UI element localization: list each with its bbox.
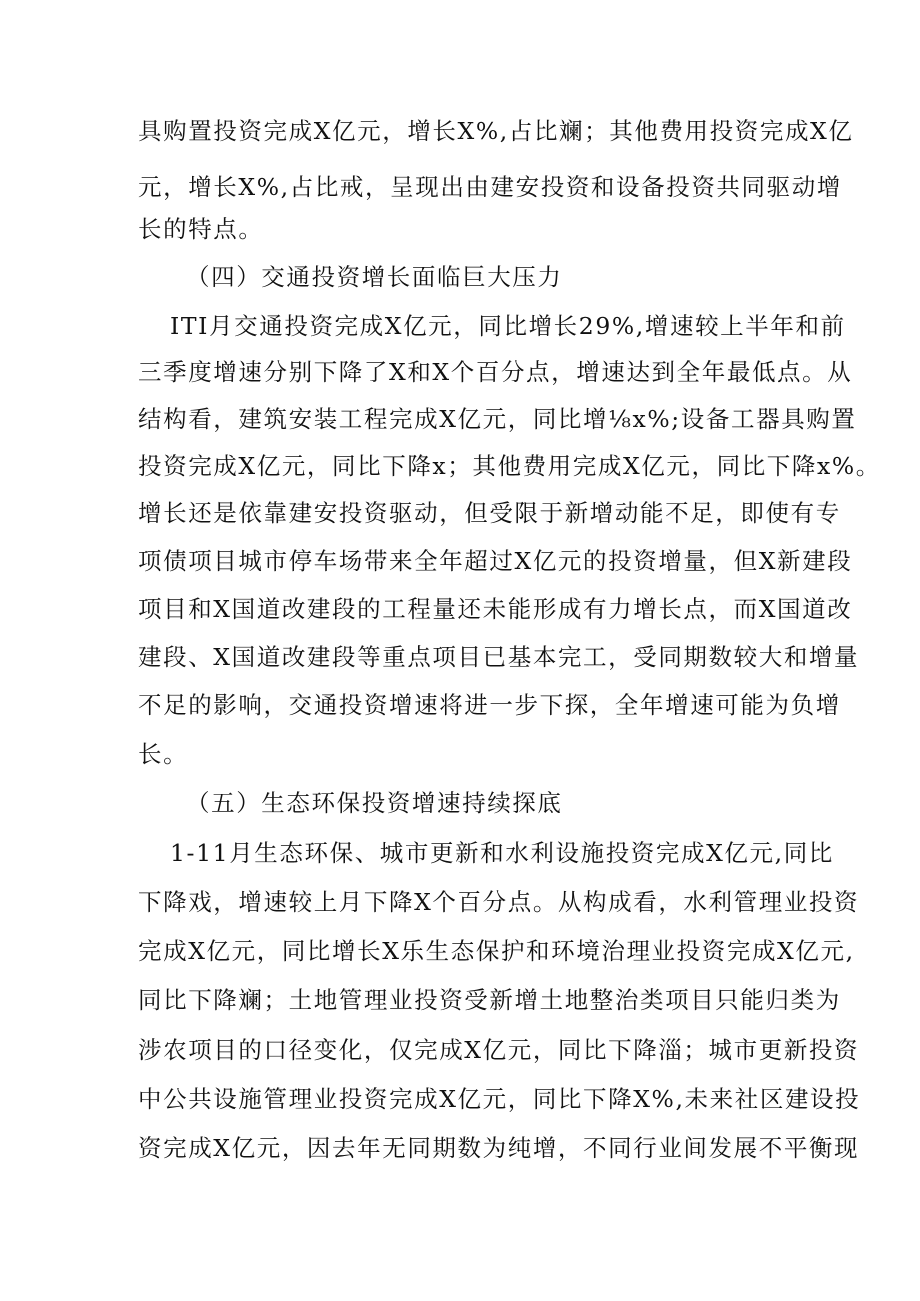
paragraph-line: 建段、X国道改建段等重点项目已基本完工，受同期数较大和增量 (138, 643, 860, 671)
section-heading: （四）交通投资增长面临巨大压力 (186, 263, 563, 291)
paragraph-line: 中公共设施管理业投资完成X亿元，同比下降X%,未来社区建设投 (138, 1085, 861, 1113)
paragraph-line: 下降戏，增速较上月下降X个百分点。从构成看，水利管理业投资 (138, 888, 860, 916)
paragraph-line: 1-11月生态环保、城市更新和水利设施投资完成X亿元,同比 (170, 839, 834, 867)
paragraph-line: 同比下降斓；土地管理业投资受新增土地整治类项目只能归类为 (138, 986, 841, 1014)
paragraph-line: 元，增长X%,占比戒，呈现出由建安投资和设备投资共同驱动增 (138, 173, 842, 201)
section-heading: （五）生态环保投资增速持续探底 (186, 789, 563, 817)
paragraph-line: 完成X亿元，同比增长X乐生态保护和环境治理业投资完成X亿元, (138, 937, 855, 965)
paragraph-line: 增长还是依靠建安投资驱动，但受限于新增动能不足，即使有专 (138, 499, 841, 527)
paragraph-line: 项目和X国道改建段的工程量还未能形成有力增长点，而X国道改 (138, 595, 853, 623)
paragraph-line: 不足的影响，交通投资增速将进一步下探，全年增速可能为负增 (138, 691, 841, 719)
paragraph-line: ITI月交通投资完成X亿元，同比增长29%,增速较上半年和前 (170, 312, 846, 340)
paragraph-line: 项债项目城市停车场带来全年超过X亿元的投资增量，但X新建段 (138, 547, 853, 575)
paragraph-line: 长的特点。 (138, 215, 264, 243)
paragraph-line: 投资完成X亿元，同比下降x；其他费用完成X亿元，同比下降x%。 (138, 452, 881, 480)
paragraph-line: 涉农项目的口径变化，仅完成X亿元，同比下降淄；城市更新投资 (138, 1036, 860, 1064)
paragraph-line: 长。 (138, 740, 189, 768)
paragraph-line: 三季度增速分别下降了X和X个百分点，增速达到全年最低点。从 (138, 358, 853, 386)
paragraph-line: 具购置投资完成X亿元，增长X%,占比斓；其他费用投资完成X亿 (138, 117, 854, 145)
paragraph-line: 资完成X亿元，因去年无同期数为纯增，不同行业间发展不平衡现 (138, 1134, 860, 1162)
paragraph-line: 结构看，建筑安装工程完成X亿元，同比增⅛x%;设备工器具购置 (138, 405, 857, 433)
